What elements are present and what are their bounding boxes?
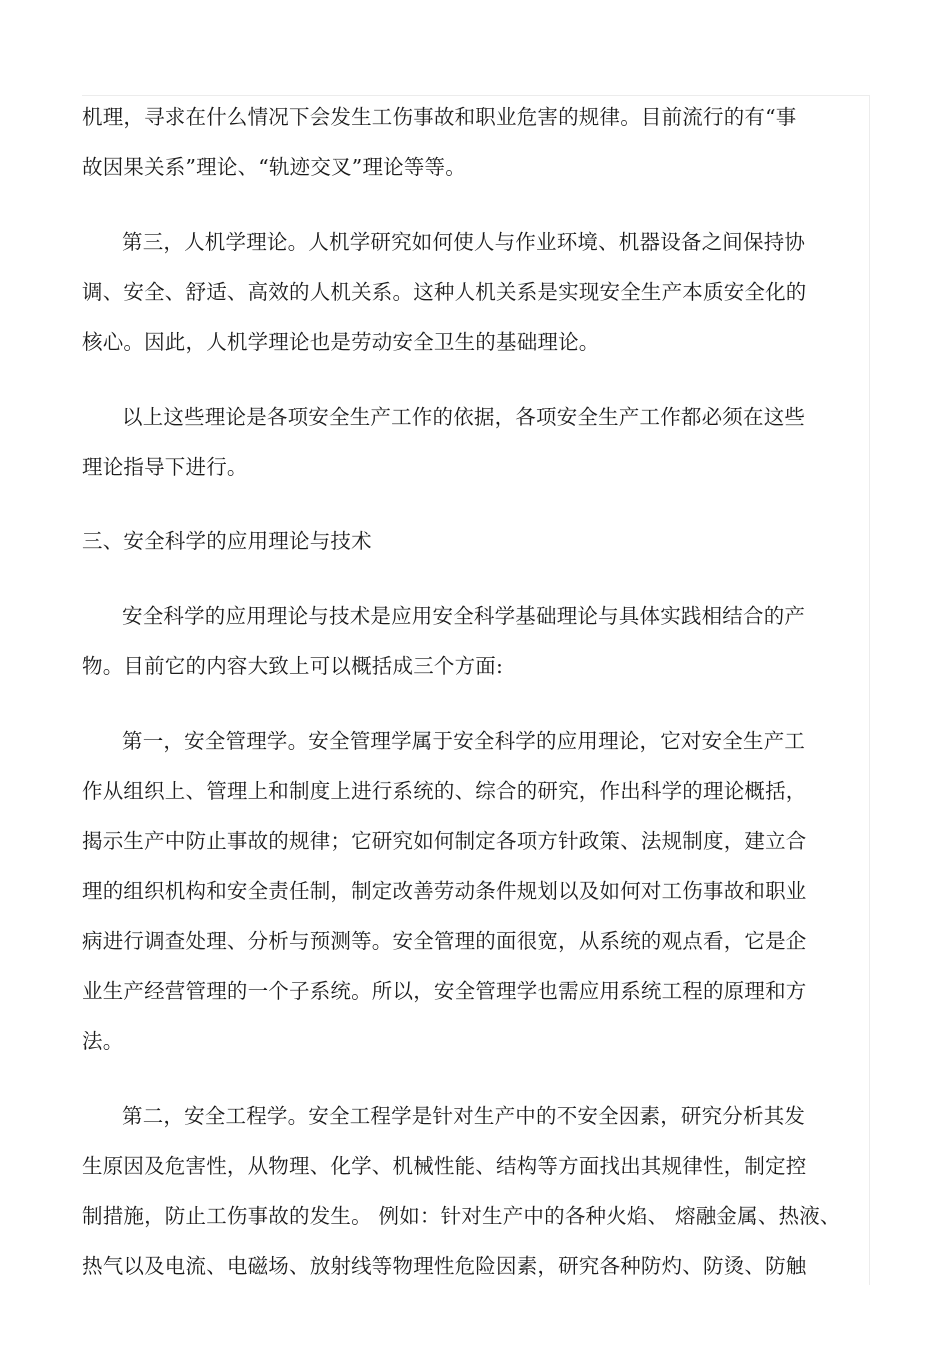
text-line: 热气以及电流、电磁场、放射线等物理性危险因素，研究各种防灼、防烫、防触 bbox=[82, 1254, 807, 1278]
page-border-right bbox=[869, 95, 870, 1285]
text-line: 病进行调查处理、分析与预测等。安全管理的面很宽，从系统的观点看，它是企 bbox=[82, 929, 807, 953]
paragraph-start-line: 第三，人机学理论。人机学研究如何使人与作业环境、机器设备之间保持协 bbox=[122, 230, 806, 254]
text-line: 理的组织机构和安全责任制，制定改善劳动条件规划以及如何对工伤事故和职业 bbox=[82, 879, 807, 903]
paragraph-start-line: 以上这些理论是各项安全生产工作的依据，各项安全生产工作都必须在这些 bbox=[122, 405, 806, 429]
text-line: 机理，寻求在什么情况下会发生工伤事故和职业危害的规律。目前流行的有“事 bbox=[82, 105, 797, 129]
paragraph-start-line: 第二，安全工程学。安全工程学是针对生产中的不安全因素，研究分析其发 bbox=[122, 1104, 806, 1128]
text-line: 业生产经营管理的一个子系统。所以，安全管理学也需应用系统工程的原理和方 bbox=[82, 979, 807, 1003]
text-line: 作从组织上、管理上和制度上进行系统的、综合的研究，作出科学的理论概括， bbox=[82, 779, 807, 803]
text-line: 理论指导下进行。 bbox=[82, 455, 248, 479]
text-line: 故因果关系”理论、“轨迹交叉”理论等等。 bbox=[82, 155, 466, 179]
text-line: 生原因及危害性，从物理、化学、机械性能、结构等方面找出其规律性，制定控 bbox=[82, 1154, 807, 1178]
page-border-top bbox=[82, 95, 870, 96]
text-line: 制措施，防止工伤事故的发生。 例如：针对生产中的各种火焰、 熔融金属、热液、 bbox=[82, 1204, 841, 1228]
paragraph-start-line: 第一，安全管理学。安全管理学属于安全科学的应用理论，它对安全生产工 bbox=[122, 729, 806, 753]
text-line: 核心。因此，人机学理论也是劳动安全卫生的基础理论。 bbox=[82, 330, 600, 354]
text-line: 揭示生产中防止事故的规律；它研究如何制定各项方针政策、法规制度，建立合 bbox=[82, 829, 807, 853]
text-line: 法。 bbox=[82, 1029, 124, 1053]
text-line: 物。目前它的内容大致上可以概括成三个方面: bbox=[82, 654, 504, 678]
text-line: 调、安全、舒适、高效的人机关系。这种人机关系是实现安全生产本质安全化的 bbox=[82, 280, 807, 304]
section-heading: 三、安全科学的应用理论与技术 bbox=[82, 529, 372, 553]
paragraph-start-line: 安全科学的应用理论与技术是应用安全科学基础理论与具体实践相结合的产 bbox=[122, 604, 806, 628]
